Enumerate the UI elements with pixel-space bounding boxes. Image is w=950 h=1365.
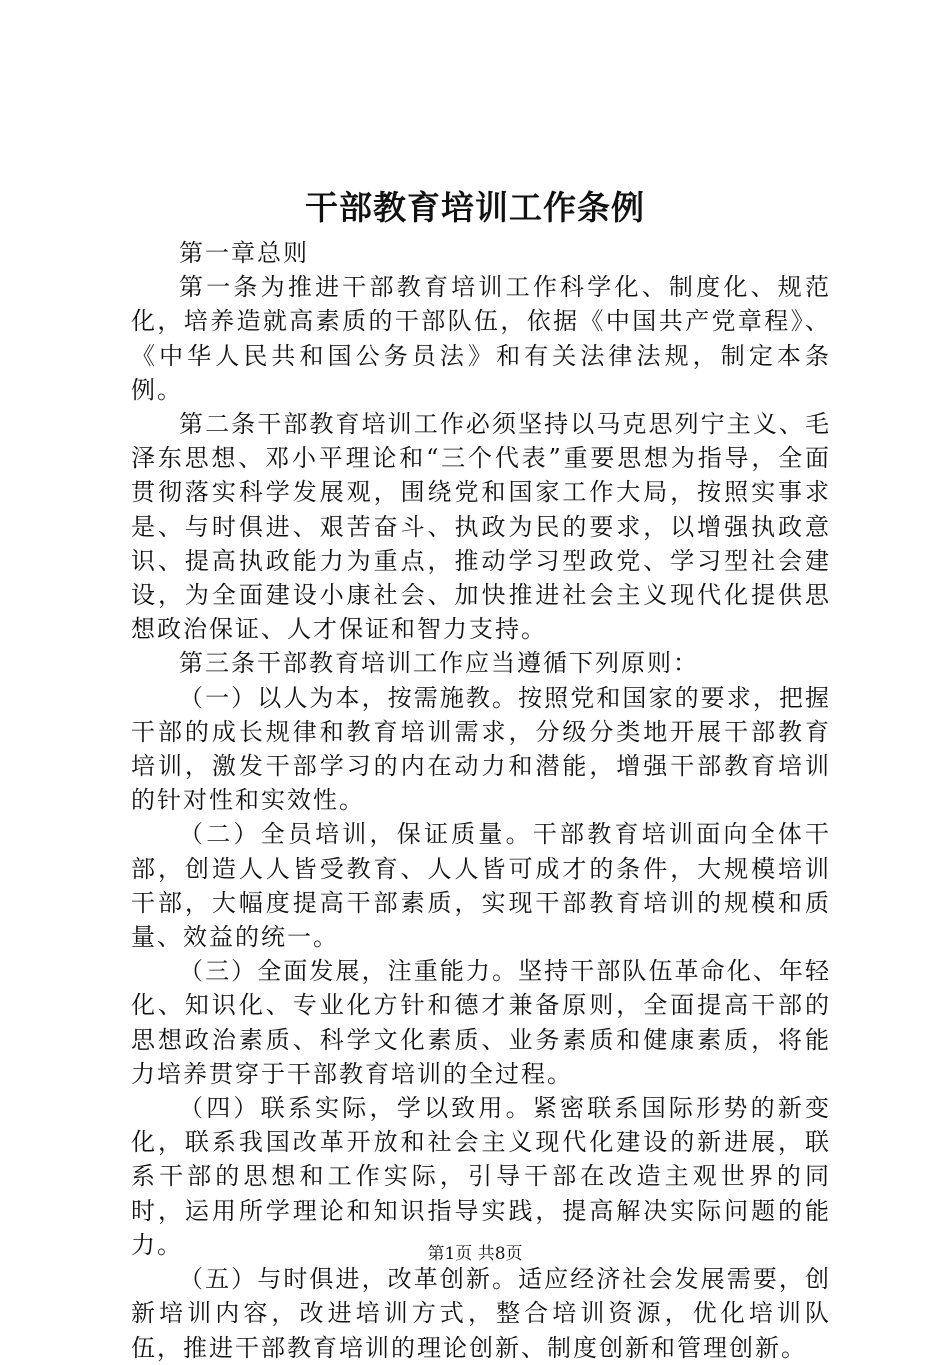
article-1-paragraph: 第一条为推进干部教育培训工作科学化、制度化、规范化，培养造就高素质的干部队伍，依据《中国共产党章程》、《中华人民共和国公务员法》和有关法律法规，制定本条例。: [131, 273, 831, 404]
chapter-heading: 第一章总则: [179, 239, 309, 267]
document-title: 干部教育培训工作条例: [305, 188, 645, 227]
principle-2-paragraph: （二）全员培训，保证质量。干部教育培训面向全体干部，创造人人皆受教育、人人皆可成才的条件，大规模培训干部，大幅度提高干部素质，实现干部教育培训的规模和质量、效益的统一。: [131, 820, 831, 952]
article-3-paragraph: 第三条干部教育培训工作应当遵循下列原则：: [179, 649, 699, 678]
principle-3-paragraph: （三）全面发展，注重能力。坚持干部队伍革命化、年轻化、知识化、专业化方针和德才兼备原则，全面提高干部的思想政治素质、科学文化素质、业务素质和健康素质，将能力培养贯穿于干部教育培训的全过程。: [131, 957, 831, 1088]
principle-4-paragraph: （四）联系实际，学以致用。紧密联系国际形势的新变化，联系我国改革开放和社会主义现代化建设的新进展，联系干部的思想和工作实际，引导干部在改造主观世界的同时，运用所学理论和知识指导实践，提高解决实际问题的能力。: [131, 1094, 831, 1259]
principle-1-paragraph: （一）以人为本，按需施教。按照党和国家的要求，把握干部的成长规律和教育培训需求，分级分类地开展干部教育培训，激发干部学习的内在动力和潜能，增强干部教育培训的针对性和实效性。: [131, 683, 831, 815]
principle-5-paragraph: （五）与时俱进，改革创新。适应经济社会发展需要，创新培训内容，改进培训方式，整合培训资源，优化培训队伍，推进干部教育培训的理论创新、制度创新和管理创新。: [131, 1265, 831, 1362]
article-2-paragraph: 第二条干部教育培训工作必须坚持以马克思列宁主义、毛泽东思想、邓小平理论和“三个代表”重要思想为指导，全面贯彻落实科学发展观，围绕党和国家工作大局，按照实事求是、与时俱进、艰苦奋斗、执政为民的要求，以增强执政意识、提高执政能力为重点，推动学习型政党、学习型社会建设，为全面建设小康社会、加快推进社会主义现代化提供思想政治保证、人才保证和智力支持。: [131, 410, 831, 644]
document-body: [131, 236, 831, 1365]
page-footer: 第1页 共8页: [427, 1244, 523, 1264]
